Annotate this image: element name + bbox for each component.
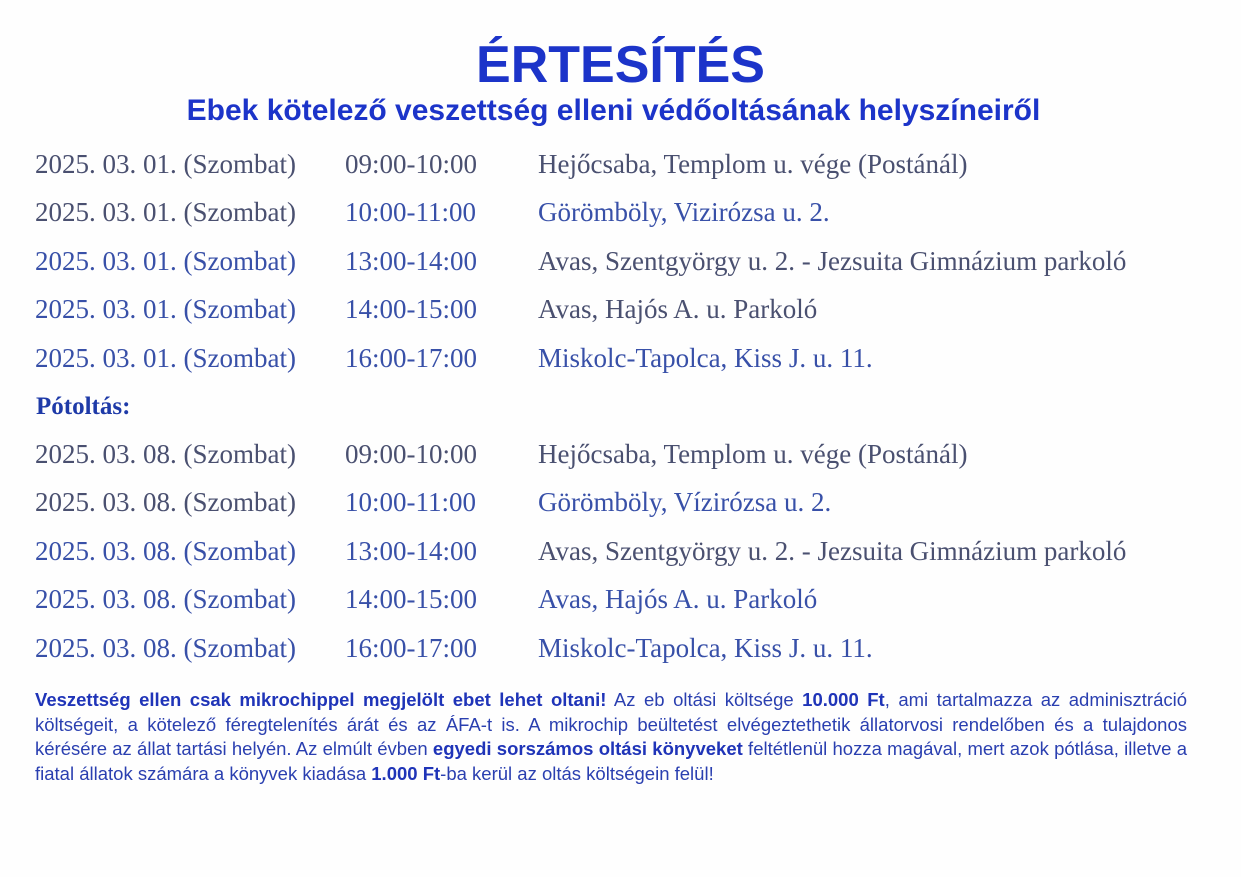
makeup-place: Avas, Hajós A. u. Parkoló xyxy=(538,584,818,614)
schedule-time: 14:00-15:00 xyxy=(345,294,477,324)
makeup-time: 09:00-10:00 xyxy=(345,439,477,469)
schedule-date: 2025. 03. 01. (Szombat) xyxy=(35,149,296,179)
schedule-time: 10:00-11:00 xyxy=(345,197,476,227)
makeup-row xyxy=(0,579,1241,619)
schedule-time: 09:00-10:00 xyxy=(345,149,477,179)
makeup-row xyxy=(0,628,1241,668)
note-bold-warning: Veszettség ellen csak mikrochippel megjelölt ebet lehet oltani! xyxy=(35,689,607,710)
note-bold-price: 10.000 Ft xyxy=(802,689,885,710)
note-text: feltétlenül hozza magával, mert azok pótlása, illetve a fiatal állatok számára a könyvek kiadása xyxy=(35,738,1187,784)
makeup-row xyxy=(0,434,1241,474)
makeup-row xyxy=(0,482,1241,522)
page-subtitle: Ebek kötelező veszettség elleni védőoltásának helyszíneiről xyxy=(186,94,1041,127)
makeup-time: 16:00-17:00 xyxy=(345,633,477,663)
makeup-time: 10:00-11:00 xyxy=(345,487,476,517)
makeup-date: 2025. 03. 08. (Szombat) xyxy=(35,584,296,614)
schedule-row xyxy=(0,144,1241,184)
schedule-date: 2025. 03. 01. (Szombat) xyxy=(35,197,296,227)
schedule-row xyxy=(0,241,1241,281)
makeup-date: 2025. 03. 08. (Szombat) xyxy=(35,487,296,517)
schedule-time: 16:00-17:00 xyxy=(345,343,477,373)
schedule-place: Miskolc-Tapolca, Kiss J. u. 11. xyxy=(538,343,873,373)
makeup-date: 2025. 03. 08. (Szombat) xyxy=(35,536,296,566)
schedule-row xyxy=(0,338,1241,378)
schedule-place: Hejőcsaba, Templom u. vége (Postánál) xyxy=(538,149,968,179)
schedule-place: Avas, Hajós A. u. Parkoló xyxy=(538,294,818,324)
schedule-date: 2025. 03. 01. (Szombat) xyxy=(35,246,296,276)
makeup-time: 13:00-14:00 xyxy=(345,536,477,566)
schedule-date: 2025. 03. 01. (Szombat) xyxy=(35,294,296,324)
note-bold-books: egyedi sorszámos oltási könyveket xyxy=(432,738,743,759)
schedule-row xyxy=(0,192,1241,232)
page-title: ÉRTESÍTÉS xyxy=(476,36,765,94)
note-text: , ami tartalmazza az adminisztráció költségeit, a kötelező féregtelenítés árát és az ÁFA-t is. A mikrochip beültetést elvégeztethetik állatorvosi rendelőben és a tulajdonos kérésére az állat tartási helyén. Az elmúlt évben xyxy=(35,689,1188,759)
makeup-row xyxy=(0,531,1241,571)
makeup-date: 2025. 03. 08. (Szombat) xyxy=(35,439,296,469)
note-text: -ba kerül az oltás költségein felül! xyxy=(440,762,714,784)
note-bold-fee: 1.000 Ft xyxy=(371,762,441,784)
makeup-label: Pótoltás: xyxy=(36,393,131,420)
info-paragraph xyxy=(35,688,1187,786)
makeup-place: Miskolc-Tapolca, Kiss J. u. 11. xyxy=(538,633,873,663)
schedule-place: Görömböly, Vizirózsa u. 2. xyxy=(538,197,830,227)
schedule-date: 2025. 03. 01. (Szombat) xyxy=(35,343,296,373)
makeup-place: Görömböly, Vízirózsa u. 2. xyxy=(538,487,832,517)
makeup-place: Avas, Szentgyörgy u. 2. - Jezsuita Gimnázium parkoló xyxy=(538,536,1127,566)
makeup-place: Hejőcsaba, Templom u. vége (Postánál) xyxy=(538,439,968,469)
schedule-time: 13:00-14:00 xyxy=(345,246,477,276)
note-text: Az eb oltási költsége xyxy=(606,689,803,710)
schedule-row xyxy=(0,289,1241,329)
makeup-date: 2025. 03. 08. (Szombat) xyxy=(35,633,296,663)
makeup-time: 14:00-15:00 xyxy=(345,584,477,614)
schedule-place: Avas, Szentgyörgy u. 2. - Jezsuita Gimnázium parkoló xyxy=(538,246,1127,276)
